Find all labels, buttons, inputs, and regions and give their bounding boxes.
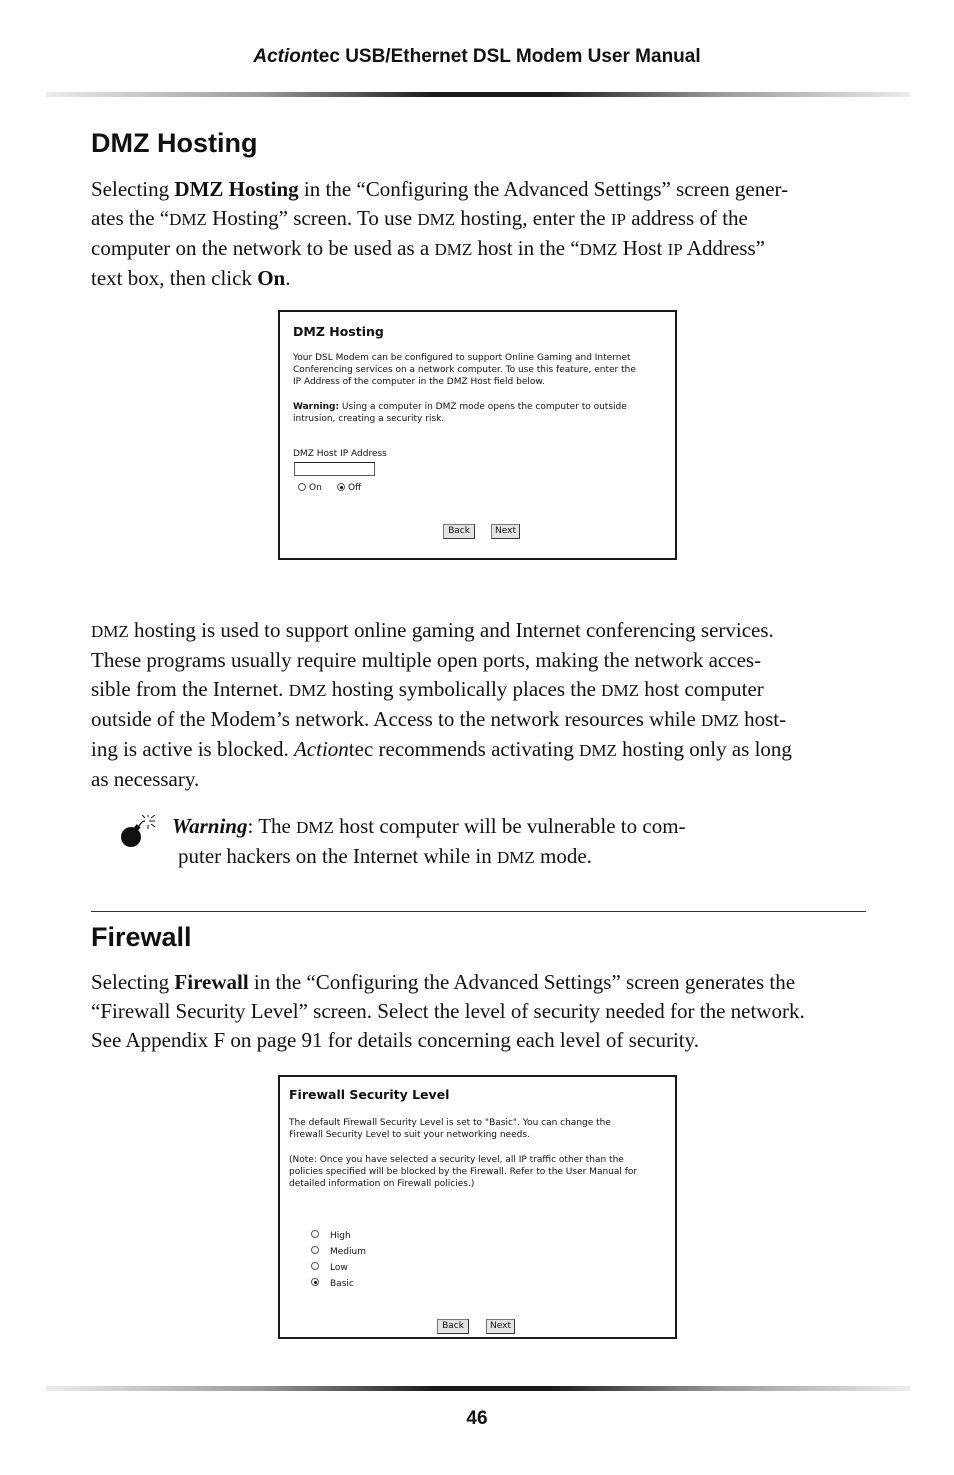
screenshot-text-line: IP Address of the computer in the DMZ Host field below. [293, 377, 545, 387]
dmz-host-ip-input[interactable] [294, 462, 375, 476]
radio-on-label: On [309, 483, 322, 493]
text-line: outside of the Modem’s network. Access to the network resources while DMZ host- [91, 707, 787, 731]
screenshot-text-line: Firewall Security Level to suit your networking needs. [289, 1130, 530, 1140]
text-line: ing is active is blocked. Actiontec recommends activating DMZ hosting only as long [91, 737, 792, 761]
text-line: Selecting DMZ Hosting in the “Configuring the Advanced Settings” screen gener- [91, 177, 789, 201]
text-line: ates the “DMZ Hosting” screen. To use DMZ hosting, enter the IP address of the [91, 206, 748, 230]
radio-medium[interactable] [311, 1246, 319, 1254]
screenshot-warning: Warning: Using a computer in DMZ mode opens the computer to outside intrusion, creating a security risk. [293, 402, 627, 424]
footer-rule [46, 1386, 910, 1391]
screenshot-title: Firewall Security Level [289, 1087, 450, 1102]
screenshot-text-line: Your DSL Modem can be configured to support Online Gaming and Internet [293, 353, 631, 363]
radio-off[interactable] [337, 483, 345, 491]
text-line: See Appendix F on page 91 for details concerning each level of security. [91, 1028, 700, 1052]
radio-high-label: High [330, 1231, 351, 1241]
header-rule [46, 92, 910, 97]
bomb-warning-icon [118, 815, 168, 853]
next-button[interactable]: Next [491, 524, 520, 539]
dmz-body-paragraph [91, 616, 866, 794]
text-line: computer on the network to be used as a DMZ host in the “DMZ Host IP Address” [91, 236, 765, 260]
radio-low[interactable] [311, 1262, 319, 1270]
section-heading-firewall: Firewall [91, 922, 192, 952]
next-button[interactable]: Next [486, 1319, 515, 1334]
screenshot-text-line: policies specified will be blocked by the Firewall. Refer to the User Manual for [289, 1167, 638, 1177]
screenshot-description [289, 1117, 611, 1141]
text-line: These programs usually require multiple open ports, making the network acces- [91, 648, 762, 672]
page-number: 46 [466, 1408, 488, 1429]
screenshot-text-line: The default Firewall Security Level is set to "Basic". You can change the [289, 1118, 611, 1128]
text-line: DMZ hosting is used to support online gaming and Internet conferencing services. [91, 618, 774, 642]
section-heading-dmz: DMZ Hosting [91, 128, 258, 158]
screenshot-title: DMZ Hosting [293, 324, 384, 339]
warning-line-2: puter hackers on the Internet while in DMZ mode. [178, 844, 592, 868]
text-line: “Firewall Security Level” screen. Select the level of security needed for the network. [91, 999, 805, 1023]
firewall-intro-paragraph [91, 968, 866, 1055]
dmz-host-ip-label: DMZ Host IP Address [293, 449, 387, 459]
screenshot-text-line: detailed information on Firewall policies.) [289, 1179, 475, 1189]
text-line: as necessary. [91, 767, 200, 791]
warning-note [172, 812, 772, 872]
screenshot-text-line: Conferencing services on a network computer. To use this feature, enter the [293, 365, 636, 375]
back-button[interactable]: Back [443, 524, 475, 539]
radio-medium-label: Medium [330, 1247, 366, 1257]
screenshot-description [293, 352, 636, 388]
screenshot-text-line: (Note: Once you have selected a security level, all IP traffic other than the [289, 1155, 624, 1165]
warning-line-1: Warning: The DMZ host computer will be vulnerable to com- [172, 814, 686, 838]
radio-basic-label: Basic [330, 1279, 354, 1289]
radio-high[interactable] [311, 1230, 319, 1238]
radio-low-label: Low [330, 1263, 348, 1273]
text-line: Selecting Firewall in the “Configuring the Advanced Settings” screen generates the [91, 970, 796, 994]
firewall-security-screenshot [278, 1075, 677, 1339]
radio-off-label: Off [348, 483, 362, 493]
radio-on[interactable] [298, 483, 306, 491]
dmz-intro-paragraph [91, 175, 866, 293]
text-line: text box, then click On. [91, 266, 291, 290]
back-button[interactable]: Back [437, 1319, 469, 1334]
dmz-hosting-screenshot [278, 310, 677, 560]
section-divider [91, 911, 866, 912]
radio-basic[interactable] [311, 1278, 319, 1286]
running-header: Actiontec USB/Ethernet DSL Modem User Manual [253, 46, 701, 67]
screenshot-note [289, 1154, 637, 1190]
text-line: sible from the Internet. DMZ hosting symbolically places the DMZ host computer [91, 677, 764, 701]
